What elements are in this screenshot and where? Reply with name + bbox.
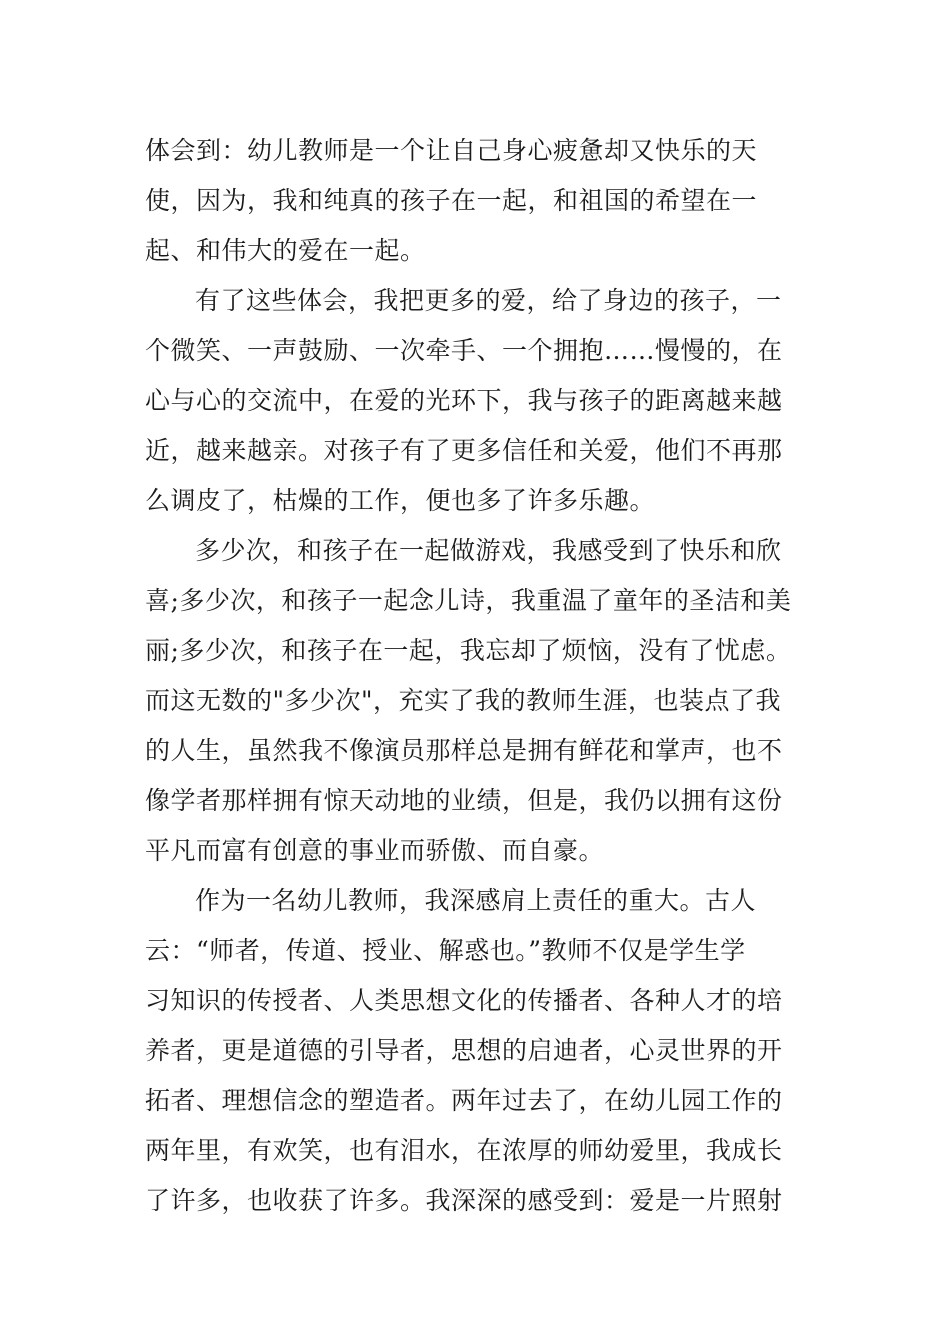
text-line: 习知识的传授者、人类思想文化的传播者、各种人才的培 — [145, 986, 783, 1015]
text-line: 体会到：幼儿教师是一个让自己身心疲惫却又快乐的天 — [145, 136, 758, 165]
text-line: 了许多，也收获了许多。我深深的感受到：爱是一片照射 — [145, 1186, 783, 1215]
text-line: 心与心的交流中，在爱的光环下，我与孩子的距离越来越 — [145, 386, 783, 415]
text-line: 养者，更是道德的引导者，思想的启迪者，心灵世界的开 — [145, 1036, 783, 1065]
text-line: 拓者、理想信念的塑造者。两年过去了，在幼儿园工作的 — [145, 1086, 783, 1115]
text-line: 云：“师者，传道、授业、解惑也。”教师不仅是学生学 — [145, 936, 746, 965]
text-line: 丽;多少次，和孩子在一起，我忘却了烦恼，没有了忧虑。 — [145, 636, 792, 665]
text-line: 两年里，有欢笑，也有泪水，在浓厚的师幼爱里，我成长 — [145, 1136, 783, 1165]
text-line: 喜;多少次，和孩子一起念儿诗，我重温了童年的圣洁和美 — [145, 586, 792, 615]
text-line: 而这无数的"多少次"，充实了我的教师生涯，也装点了我 — [145, 686, 782, 715]
text-line: 使，因为，我和纯真的孩子在一起，和祖国的希望在一 — [145, 186, 758, 215]
text-line: 么调皮了，枯燥的工作，便也多了许多乐趣。 — [145, 486, 656, 515]
text-line: 像学者那样拥有惊天动地的业绩，但是，我仍以拥有这份 — [145, 786, 783, 815]
paragraph-first-line: 有了这些体会，我把更多的爱，给了身边的孩子，一 — [195, 286, 782, 315]
text-line: 个微笑、一声鼓励、一次牵手、一个拥抱……慢慢的，在 — [145, 336, 783, 365]
body-text — [145, 126, 792, 1226]
paragraph-first-line: 作为一名幼儿教师，我深感肩上责任的重大。古人 — [195, 886, 757, 915]
text-line: 的人生，虽然我不像演员那样总是拥有鲜花和掌声，也不 — [145, 736, 783, 765]
paragraph-first-line: 多少次，和孩子在一起做游戏，我感受到了快乐和欣 — [195, 536, 782, 565]
text-line: 近，越来越亲。对孩子有了更多信任和关爱，他们不再那 — [145, 436, 783, 465]
text-line: 起、和伟大的爱在一起。 — [145, 236, 426, 265]
text-line: 平凡而富有创意的事业而骄傲、而自豪。 — [145, 836, 605, 865]
